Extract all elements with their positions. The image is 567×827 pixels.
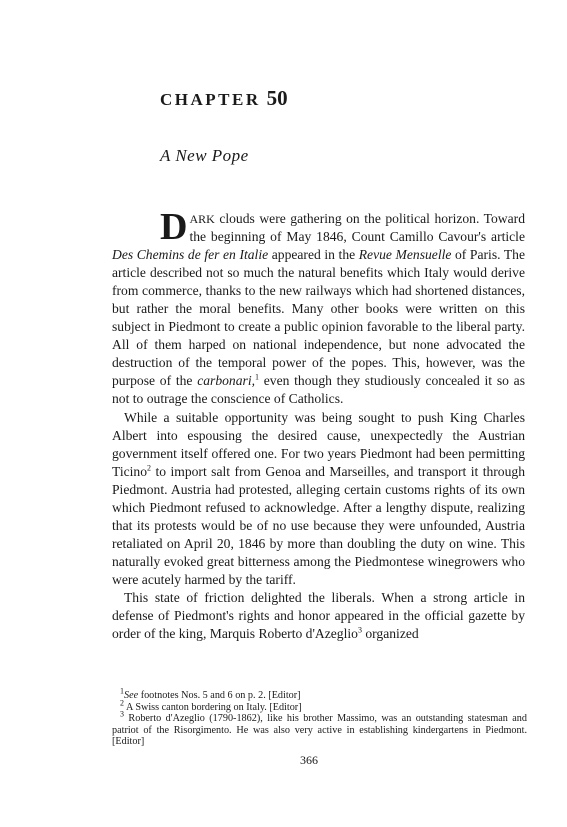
- text-run: footnotes Nos. 5 and 6 on p. 2. [Editor]: [138, 690, 301, 701]
- text-run: This state of friction delighted the liberals. When a strong article in defense of Piedmont's rights and honor appeared in the official gazette by order of the king, Marquis Roberto d'Azeglio: [112, 589, 525, 642]
- page-number: 366: [300, 753, 318, 767]
- footnote-marker: 1: [255, 372, 259, 382]
- text-run: A Swiss canton bordering on Italy. [Editor]: [124, 701, 302, 713]
- paragraph-content: [112, 410, 525, 587]
- chapter-heading: [160, 86, 288, 111]
- footnote-marker: 2: [147, 463, 152, 473]
- paragraph-2: [112, 409, 525, 589]
- chapter-label: CHAPTER: [160, 90, 261, 109]
- footnote-marker: 2: [120, 698, 124, 708]
- footnotes: [112, 686, 527, 748]
- text-run: appeared in the: [268, 247, 359, 263]
- italic-text: Des Chemins de fer en Italie: [112, 247, 269, 263]
- footnote-marker: 1: [120, 686, 124, 696]
- footnote-content: [120, 686, 301, 701]
- footnote-marker: 3: [120, 709, 124, 719]
- text-run: to import salt from Genoa and Marseilles, and transport it through Piedmont. Austria had protested, alleging certain customs rights of its own which Piedmont refused to acknowledge. After a lengthy dispute, realizing that its protests would be of no use because they were unfounded, Austria retaliated on April 20, 1846 by more than doubling the duty on wine. This naturally evoked great bitterness among the Piedmontese winegrowers who were acutely harmed by the tariff.: [112, 463, 525, 587]
- drop-cap: D: [160, 206, 188, 248]
- footnote-1: [112, 686, 527, 702]
- italic-text: carbonari,: [197, 373, 255, 389]
- chapter-title: A New Pope: [160, 146, 249, 165]
- paragraph-3: [112, 589, 525, 643]
- italic-text: Revue Mensuelle: [358, 247, 452, 263]
- chapter-number: 50: [266, 86, 288, 110]
- text-run: Roberto d'Azeglio (1790-1862), like his brother Massimo, was an outstanding statesman and patriot of the Risorgimento. He was also very active in establishing kindergartens in Piedmont. [Editor]: [112, 713, 527, 747]
- paragraph-content: [112, 590, 525, 641]
- lead-word: ARK: [189, 212, 215, 226]
- footnote-3: [112, 709, 527, 748]
- text-run: clouds were gathering on the political horizon. Toward the beginning of May 1846, Count Camillo Cavour's article: [189, 211, 525, 245]
- text-run: even though they studiously concealed it so as not to outrage the conscience of Catholics.: [112, 373, 525, 407]
- text-run: of Paris. The article described not so much the natural benefits which Italy would derive from commerce, thanks to the new railways which had shortened distances, but rather the moral benefits. Many other books were written on this subject in Piedmont to create a public opinion favorable to the liberal party. All of them harped on national independence, but none advocated the destruction of the temporal power of the popes. This, however, was the purpose of the: [112, 247, 525, 389]
- footnote-2: [112, 698, 527, 714]
- footnote-marker: 3: [357, 625, 362, 635]
- footnote-content: [112, 709, 527, 747]
- body-text: [112, 206, 525, 643]
- footnote-content: [120, 698, 302, 713]
- text-run: While a suitable opportunity was being sought to push King Charles Albert into espousing the desired cause, unexpectedly the Austrian government itself offered one. For two years Piedmont had been permitting Ticino: [112, 409, 525, 479]
- text-run: organized: [361, 626, 419, 642]
- italic-text: See: [124, 690, 139, 701]
- paragraph-1: [112, 206, 525, 409]
